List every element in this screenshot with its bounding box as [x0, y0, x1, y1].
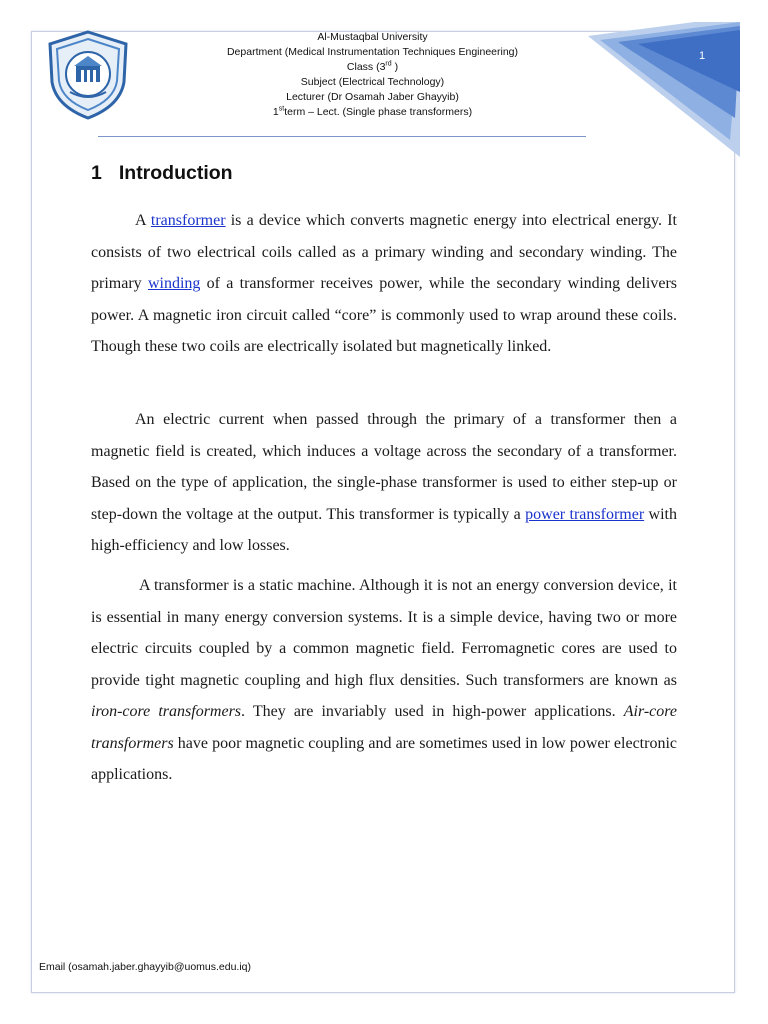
paragraph-1: A transformer is a device which converts magnetic energy into electrical energy. It consists of two electrical coils called as a primary winding and secondary winding. The primary winding of a transformer receives power, while the secondary winding delivers power. A magnetic iron circuit called “core” is commonly used to wrap around these coils. Though these two coils are electrically isolated but magnetically linked.	[91, 212, 678, 355]
document-header	[170, 30, 575, 120]
paragraph-2: An electric current when passed through the primary of a transformer then a magnetic field is created, which induces a voltage across the secondary of a transformer. Based on the type of application, the single-phase transformer is used to either step-up or step-down the voltage at the output. This transformer is typically a power transformer with high-efficiency and low losses.	[91, 411, 677, 554]
air-core-term: Air-core transformers	[91, 703, 678, 752]
section-title: Introduction	[118, 162, 233, 184]
page-number: 1	[698, 50, 706, 62]
header-university: Al-Mustaqbal University	[317, 31, 428, 43]
header-class: Class (3rd )	[346, 60, 399, 73]
header-term: 1stterm – Lect. (Single phase transformers)	[272, 105, 473, 118]
header-rule	[98, 136, 586, 137]
power-transformer-link[interactable]: power transformer	[525, 505, 645, 523]
corner-decoration	[580, 22, 750, 157]
section-heading	[91, 162, 233, 185]
header-department: Department (Medical Instrumentation Techniques Engineering)	[226, 46, 519, 58]
header-lecturer: Lecturer (Dr Osamah Jaber Ghayyib)	[286, 91, 459, 103]
iron-core-term: iron-core transformers	[91, 703, 242, 720]
header-subject: Subject (Electrical Technology)	[300, 76, 445, 88]
transformer-link[interactable]: transformer	[150, 212, 226, 229]
university-seal-logo	[46, 30, 130, 120]
section-number: 1	[91, 162, 102, 184]
footer-email: Email (osamah.jaber.ghayyib@uomus.edu.iq)	[39, 961, 252, 973]
paragraph-3: A transformer is a static machine. Although it is not an energy conversion device, it is essential in many energy conversion systems. It is a simple device, having two or more electric circuits coupled by a common magnetic field. Ferromagnetic cores are used to provide tight magnetic coupling and high flux densities. Such transformers are known as iron-core transformers. They are invariably used in high-power applications. Air-core transformers have poor magnetic coupling and are sometimes used in low power electronic applications.	[91, 577, 678, 783]
winding-link[interactable]: winding	[147, 275, 201, 292]
